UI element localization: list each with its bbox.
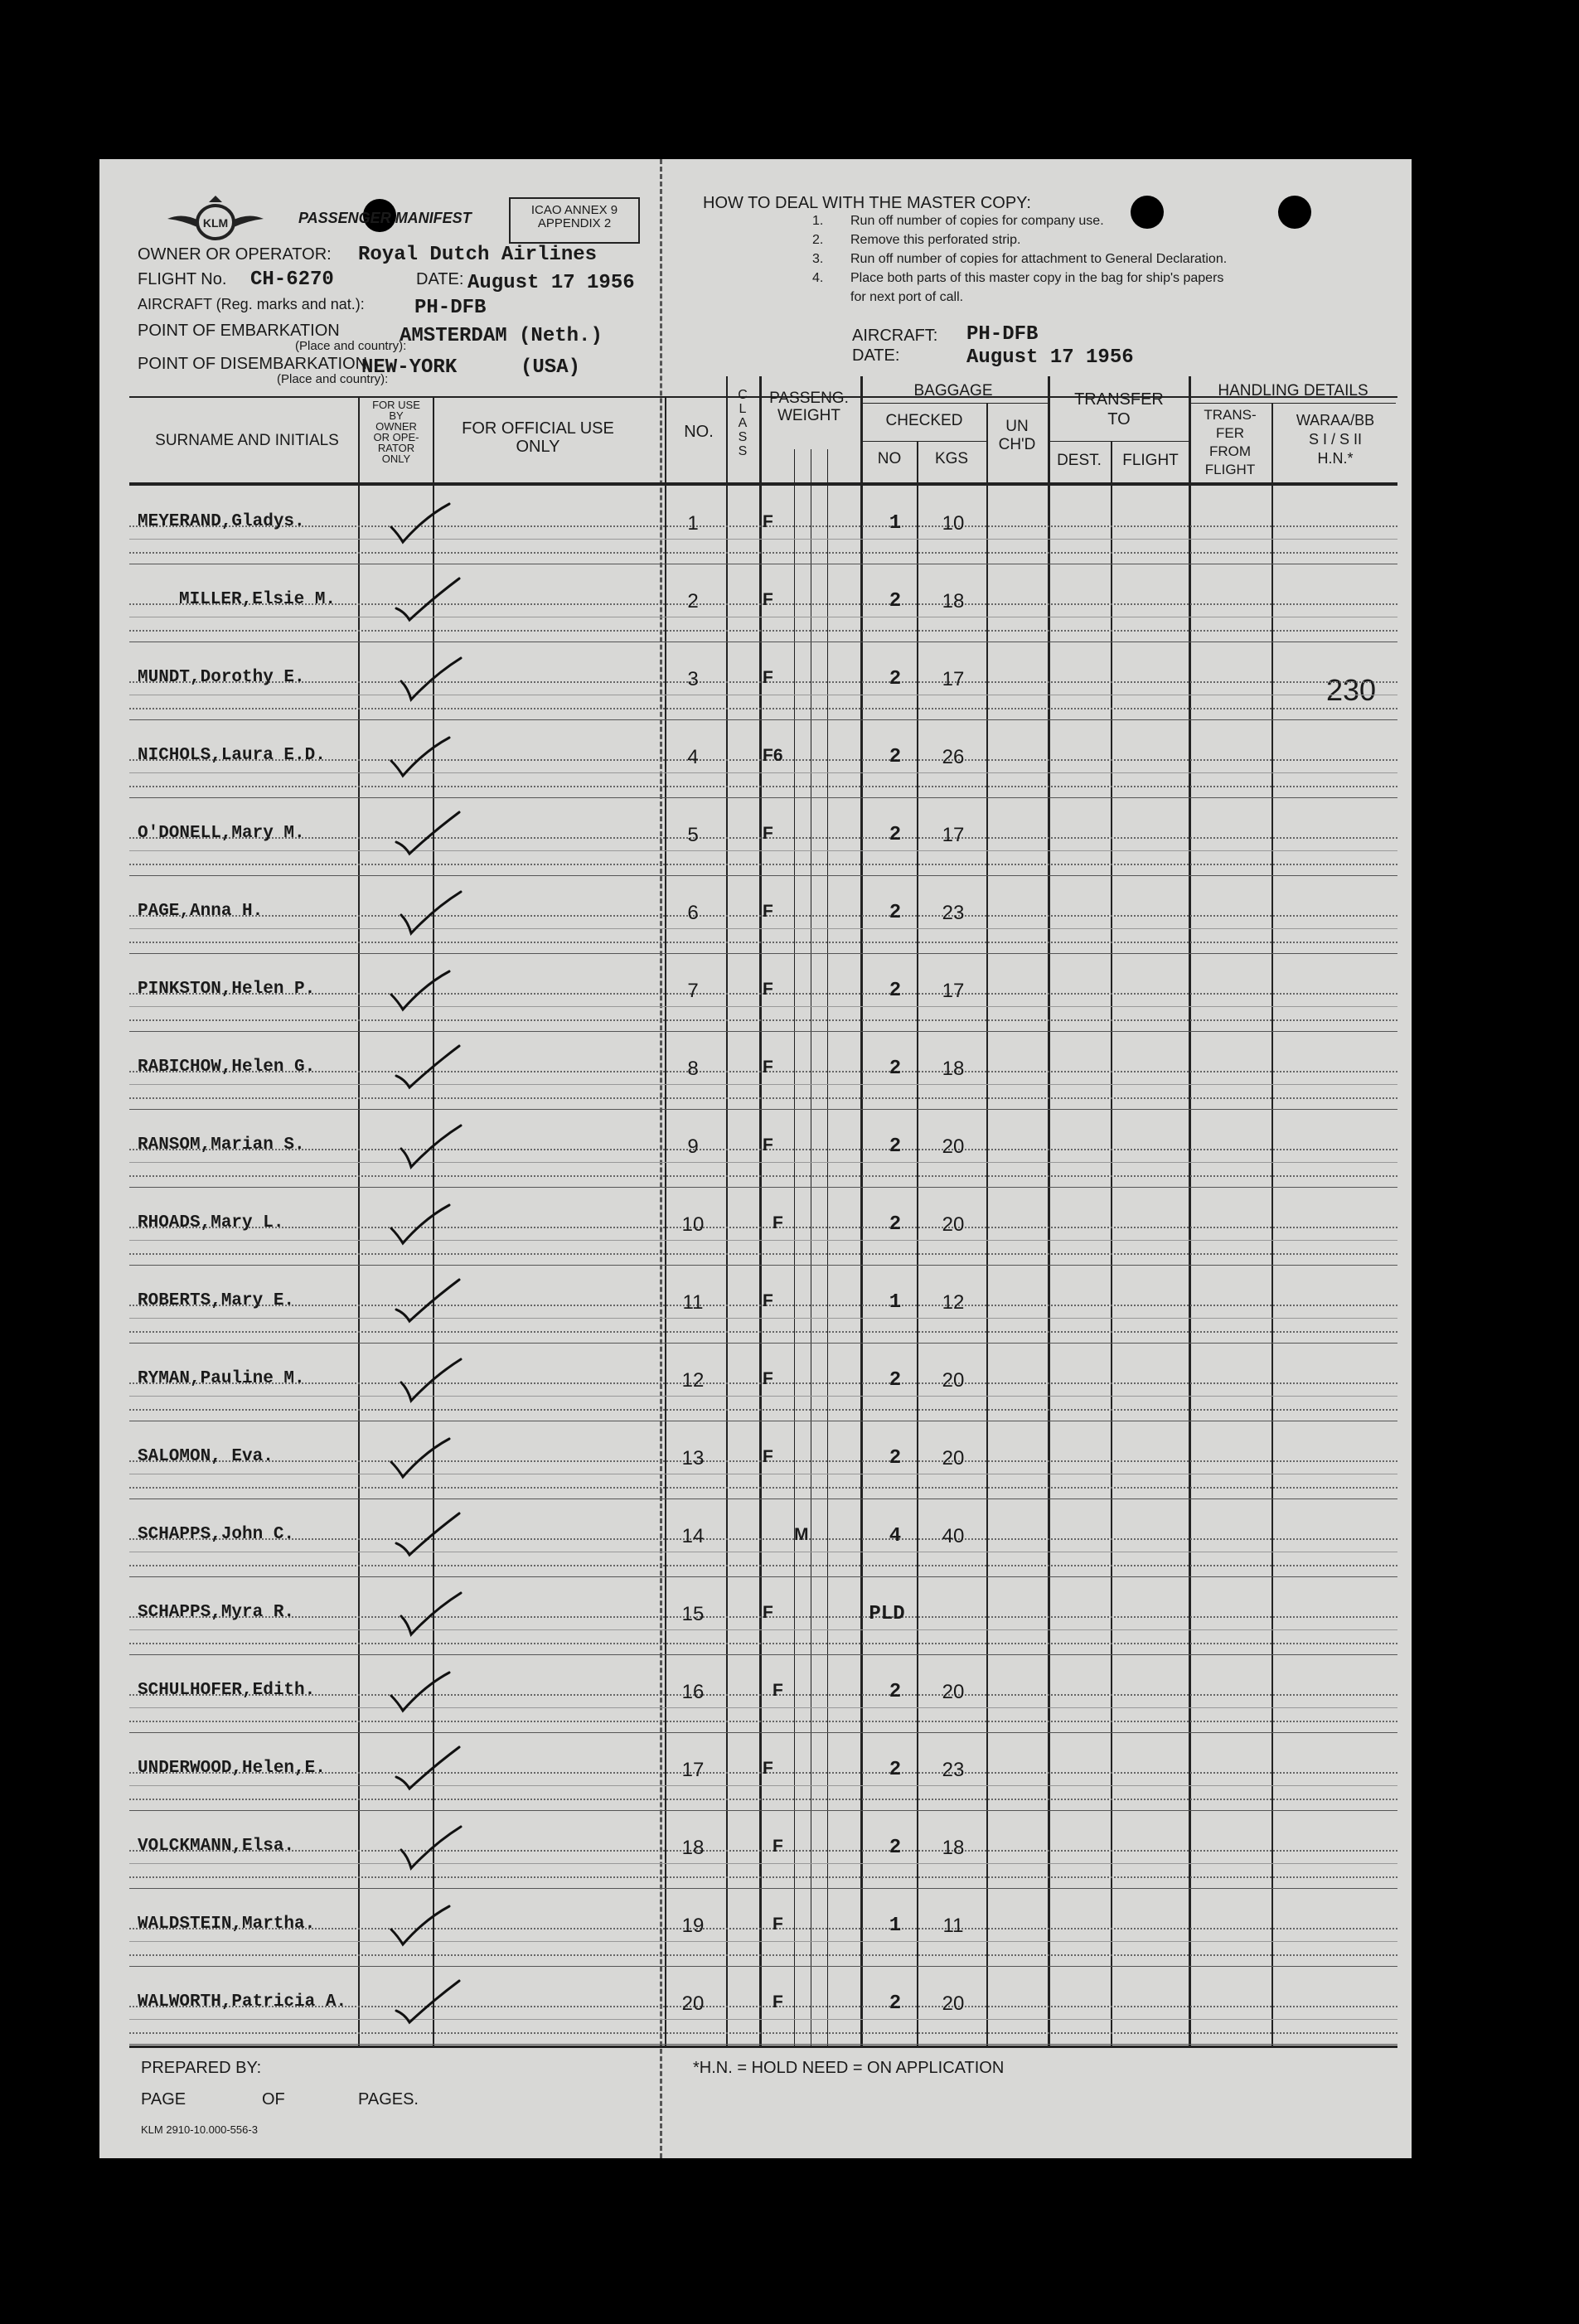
row-number: 1 (687, 512, 699, 535)
col-unchd (988, 418, 1046, 454)
row-kgs: 11 (942, 1915, 964, 1937)
table-row-name: SCHAPPS,Myra R. (138, 1603, 295, 1622)
row-guide (129, 1097, 1397, 1099)
instruction-item (812, 214, 1409, 233)
row-number: 18 (681, 1837, 705, 1859)
row-guide (129, 928, 1397, 929)
row-rule (129, 1888, 1397, 1889)
embark-place-hint: (Place and country): (295, 339, 407, 353)
row-number: 13 (681, 1447, 705, 1469)
row-guide (129, 1396, 1397, 1397)
check-mark-icon (391, 1200, 466, 1250)
col-bag-no: NO (877, 450, 902, 467)
row-class: F (763, 668, 773, 687)
table-row-name: O'DONELL,Mary M. (138, 824, 305, 843)
row-bags: 1 (889, 512, 902, 535)
row-kgs: 20 (942, 1135, 965, 1158)
unchd-line: UN (1005, 418, 1029, 435)
col-transfer-from (1190, 406, 1270, 479)
col-transfer (1049, 390, 1189, 429)
row-number: 17 (681, 1759, 705, 1781)
row-bags: PLD (869, 1603, 905, 1625)
row-number: 5 (687, 824, 699, 846)
klm-logo-icon (166, 196, 265, 245)
row-bags: 2 (889, 1369, 902, 1392)
of-label: OF (262, 2090, 285, 2109)
row-class: F (763, 980, 773, 999)
row-bags: 2 (889, 1135, 902, 1158)
row-guide (129, 1253, 1397, 1255)
table-row-name: RANSOM,Marian S. (138, 1135, 305, 1155)
row-guide (129, 942, 1397, 943)
row-number: 3 (687, 668, 699, 690)
row-guide (129, 1084, 1397, 1085)
col-class (728, 388, 758, 458)
row-guide (129, 1538, 1397, 1540)
embark-value: AMSTERDAM (Neth.) (400, 325, 603, 347)
row-kgs: 10 (942, 512, 965, 535)
table-row-name: VOLCKMANN,Elsa. (138, 1837, 295, 1856)
row-guide (129, 772, 1397, 773)
row-class: F (773, 1915, 783, 1934)
row-guide (129, 1707, 1397, 1708)
col-rule (827, 449, 828, 2046)
rule (1049, 441, 1189, 442)
row-bags: 2 (889, 1213, 902, 1236)
row-guide (129, 1850, 1397, 1852)
instruction-text: Run off number of copies for company use. (850, 214, 1104, 228)
row-kgs: 20 (942, 1992, 965, 2015)
page-label: PAGE (141, 2090, 186, 2109)
row-class: F (763, 1135, 773, 1155)
row-kgs: 40 (942, 1525, 965, 1547)
row-class: F (763, 1759, 773, 1778)
row-class: F (763, 824, 773, 843)
row-number: 16 (681, 1681, 705, 1703)
col-rule (860, 376, 863, 2046)
row-kgs: 20 (942, 1369, 965, 1392)
instr-aircraft-label: AIRCRAFT: (852, 327, 938, 345)
official-use-line: FOR OFFICIAL USE (462, 419, 614, 438)
row-guide (129, 2019, 1397, 2020)
row-bags: 2 (889, 668, 902, 690)
manifest-sheet (99, 159, 1412, 2158)
row-number: 4 (687, 746, 699, 768)
rule (862, 403, 1048, 404)
class-letter: S (738, 444, 748, 458)
unchd-line: CH'D (998, 436, 1036, 453)
annex-box (509, 197, 640, 244)
check-mark-icon (401, 888, 476, 938)
check-mark-icon (401, 1356, 476, 1406)
row-guide (129, 1240, 1397, 1241)
instruction-item (812, 271, 1409, 290)
svg-text:KLM: KLM (202, 216, 229, 230)
col-baggage: BAGGAGE (913, 382, 993, 399)
row-guide (129, 1318, 1397, 1319)
check-mark-icon (391, 1668, 466, 1717)
table-row-name: SCHAPPS,John C. (138, 1525, 295, 1544)
row-guide (129, 1928, 1397, 1929)
row-class: F (773, 1213, 783, 1232)
row-number: 6 (687, 902, 699, 924)
rule (862, 441, 986, 442)
row-bags: 2 (889, 1681, 902, 1703)
waraa-line: WARAA/BB (1296, 412, 1375, 428)
row-number: 10 (681, 1213, 705, 1236)
col-rule (1048, 376, 1050, 2046)
instructions-title: HOW TO DEAL WITH THE MASTER COPY: (703, 194, 1031, 212)
row-number: 14 (681, 1525, 705, 1547)
table-row-name: PINKSTON,Helen P. (138, 980, 316, 999)
row-class: F (763, 1603, 773, 1622)
row-guide (129, 1227, 1397, 1228)
handwritten-230: 230 (1326, 673, 1377, 707)
row-guide (129, 786, 1397, 787)
row-number: 7 (687, 980, 699, 1002)
row-bags: 2 (889, 1837, 902, 1859)
table-row-name: ROBERTS,Mary E. (138, 1291, 295, 1310)
row-kgs: 20 (942, 1213, 965, 1236)
class-letter: C (738, 388, 748, 402)
pass-weight-line: WEIGHT (777, 407, 840, 424)
instruction-num: 2. (812, 233, 824, 247)
table-row-name: RHOADS,Mary L. (138, 1213, 284, 1232)
instr-aircraft-value: PH-DFB (966, 323, 1039, 346)
table-row-name: MUNDT,Dorothy E. (138, 668, 305, 687)
check-mark-icon (396, 1745, 471, 1795)
row-number: 20 (681, 1992, 705, 2015)
row-rule (129, 1031, 1397, 1032)
transfer-line: TRANSFER (1074, 390, 1164, 409)
rule (1190, 403, 1396, 404)
row-guide (129, 1799, 1397, 1800)
table-row-name: MILLER,Elsie M. (179, 590, 337, 609)
waraa-line: H.N.* (1317, 450, 1354, 467)
owner-use-line: OR OPE- (373, 431, 419, 443)
waraa-line: S I / S II (1308, 431, 1363, 448)
header-bottom-rule (129, 482, 1397, 486)
table-row-name: WALWORTH,Patricia A. (138, 1992, 347, 2012)
owner-value: Royal Dutch Airlines (358, 244, 598, 266)
row-bags: 2 (889, 590, 902, 612)
row-guide (129, 1409, 1397, 1411)
row-kgs: 18 (942, 1058, 965, 1080)
check-mark-icon (401, 1590, 476, 1639)
annex-line1: ICAO ANNEX 9 (530, 203, 618, 217)
row-rule (129, 1187, 1397, 1188)
row-bags: 1 (889, 1291, 902, 1314)
row-class: F (763, 1447, 773, 1466)
row-number: 12 (681, 1369, 705, 1392)
check-mark-icon (391, 499, 466, 549)
embark-label: POINT OF EMBARKATION (138, 322, 340, 340)
row-guide (129, 1785, 1397, 1786)
row-guide (129, 1175, 1397, 1177)
row-guide (129, 864, 1397, 865)
annex-line2: APPENDIX 2 (537, 216, 612, 230)
transfer-from-line: FLIGHT (1204, 462, 1256, 477)
date-label: DATE: (416, 270, 464, 288)
row-bags: 1 (889, 1915, 902, 1937)
row-class: F (773, 1992, 783, 2012)
check-mark-icon (396, 577, 471, 627)
row-guide (129, 1694, 1397, 1696)
row-bags: 2 (889, 902, 902, 924)
row-guide (129, 1643, 1397, 1644)
row-class: F (763, 1058, 773, 1077)
row-class: F (763, 902, 773, 921)
check-mark-icon (396, 1278, 471, 1328)
row-class: F (763, 1369, 773, 1388)
aircraft-label: AIRCRAFT (Reg. marks and nat.): (138, 296, 365, 312)
table-row-name: UNDERWOOD,Helen,E. (138, 1759, 326, 1778)
check-mark-icon (396, 1044, 471, 1094)
col-checked: CHECKED (885, 412, 963, 429)
check-mark-icon (396, 1512, 471, 1561)
row-rule (129, 1732, 1397, 1733)
row-class: F (763, 1291, 773, 1310)
row-guide (129, 1876, 1397, 1878)
row-kgs: 26 (942, 746, 965, 768)
row-kgs: 18 (942, 590, 965, 612)
col-no: NO. (684, 423, 714, 441)
table-row-name: RABICHOW,Helen G. (138, 1058, 316, 1077)
row-guide (129, 1487, 1397, 1489)
row-bags: 2 (889, 1058, 902, 1080)
row-bags: 2 (889, 1992, 902, 2015)
row-kgs: 20 (942, 1447, 965, 1469)
row-guide (129, 850, 1397, 851)
row-guide (129, 1629, 1397, 1630)
col-official-use (434, 419, 642, 456)
transfer-line: TO (1107, 410, 1131, 428)
instructions-list (812, 214, 1409, 309)
row-number: 2 (687, 590, 699, 612)
row-rule (129, 1109, 1397, 1110)
row-rule (129, 1498, 1397, 1499)
row-rule (129, 1966, 1397, 1967)
col-rule (794, 449, 795, 2046)
check-mark-icon (391, 966, 466, 1016)
instruction-item (812, 233, 1409, 252)
row-class: M (794, 1525, 809, 1544)
col-rule (1189, 376, 1191, 2046)
row-rule (129, 1810, 1397, 1811)
instruction-num: 1. (812, 214, 824, 228)
owner-use-line: ONLY (381, 453, 411, 465)
row-kgs: 23 (942, 1759, 965, 1781)
instruction-text: Place both parts of this master copy in the bag for ship's papers (850, 271, 1224, 285)
row-rule (129, 1654, 1397, 1655)
check-mark-icon (391, 1901, 466, 1951)
table-row-name: SCHULHOFER,Edith. (138, 1681, 316, 1700)
row-guide (129, 1565, 1397, 1566)
class-letter: L (739, 402, 747, 416)
row-guide (129, 552, 1397, 554)
row-class: F6 (763, 746, 783, 765)
owner-use-line: RATOR (377, 442, 415, 454)
row-bags: 2 (889, 980, 902, 1002)
row-class: F (763, 590, 773, 609)
row-kgs: 17 (942, 980, 965, 1002)
check-mark-icon (396, 811, 471, 860)
form-number: KLM 2910-10.000-556-3 (141, 2123, 258, 2136)
table-bottom-rule (129, 2046, 1397, 2048)
flight-value: CH-6270 (250, 269, 334, 291)
row-rule (129, 953, 1397, 954)
row-guide (129, 1019, 1397, 1021)
official-use-line: ONLY (516, 438, 560, 456)
row-bags: 2 (889, 824, 902, 846)
check-mark-icon (396, 1979, 471, 2029)
prepared-by-label: PREPARED BY: (141, 2059, 262, 2077)
col-handling: HANDLING DETAILS (1218, 382, 1368, 399)
row-guide (129, 1954, 1397, 1956)
instruction-item (812, 252, 1409, 271)
col-surname: SURNAME AND INITIALS (155, 432, 339, 449)
perforation-line (660, 159, 662, 2158)
row-guide (129, 2032, 1397, 2034)
col-rule (759, 376, 762, 2046)
instr-date-value: August 17 1956 (966, 346, 1134, 369)
row-kgs: 17 (942, 668, 965, 690)
instr-date-label: DATE: (852, 346, 900, 365)
row-guide (129, 1941, 1397, 1942)
check-mark-icon (401, 1122, 476, 1172)
row-number: 8 (687, 1058, 699, 1080)
row-kgs: 12 (942, 1291, 965, 1314)
row-class: F (773, 1681, 783, 1700)
check-mark-icon (391, 733, 466, 782)
instruction-num: 3. (812, 252, 824, 266)
row-guide (129, 630, 1397, 632)
table-row-name: MEYERAND,Gladys. (138, 512, 305, 531)
disembark-country: (USA) (521, 356, 581, 379)
form-title: PASSENGER MANIFEST (298, 210, 472, 226)
row-bags: 2 (889, 1759, 902, 1781)
disembark-label: POINT OF DISEMBARKATION (138, 355, 368, 373)
col-dest: DEST. (1057, 452, 1102, 469)
row-kgs: 18 (942, 1837, 965, 1859)
transfer-from-line: TRANS- (1204, 407, 1257, 423)
row-guide (129, 1863, 1397, 1864)
row-class: F (763, 512, 773, 531)
instruction-text: for next port of call. (850, 290, 964, 304)
row-guide (129, 1162, 1397, 1163)
table-row-name: SALOMON, Eva. (138, 1447, 274, 1466)
owner-label: OWNER OR OPERATOR: (138, 245, 332, 264)
row-number: 19 (681, 1915, 705, 1937)
class-letter: S (738, 430, 748, 444)
row-kgs: 20 (942, 1681, 965, 1703)
table-row-name: WALDSTEIN,Martha. (138, 1915, 316, 1934)
flight-label: FLIGHT No. (138, 270, 227, 288)
pages-label: PAGES. (358, 2090, 419, 2109)
row-guide (129, 708, 1397, 709)
row-number: 15 (681, 1603, 705, 1625)
class-letter: A (738, 416, 748, 430)
col-rule (726, 376, 728, 2046)
row-number: 11 (682, 1291, 704, 1314)
check-mark-icon (401, 655, 476, 704)
row-rule (129, 875, 1397, 876)
row-rule (129, 1265, 1397, 1266)
instruction-text: Remove this perforated strip. (850, 233, 1021, 247)
row-bags: 2 (889, 1447, 902, 1469)
row-guide (129, 1006, 1397, 1007)
date-value: August 17 1956 (467, 272, 635, 294)
check-mark-icon (401, 1823, 476, 1873)
aircraft-value: PH-DFB (414, 297, 487, 319)
disembark-value: NEW-YORK (361, 356, 458, 379)
instruction-item (812, 290, 1409, 309)
transfer-from-line: FROM (1208, 443, 1252, 459)
footer-note: *H.N. = HOLD NEED = ON APPLICATION (693, 2059, 1005, 2077)
row-rule (129, 1343, 1397, 1344)
table-row-name: NICHOLS,Laura E.D. (138, 746, 326, 765)
check-mark-icon (391, 1434, 466, 1484)
col-owner-use (363, 399, 429, 464)
owner-use-line: OWNER (375, 420, 417, 433)
owner-use-line: FOR USE (372, 399, 420, 411)
col-waraa (1273, 411, 1397, 468)
col-flight: FLIGHT (1122, 452, 1179, 469)
disembark-place-hint: (Place and country): (277, 372, 389, 386)
row-bags: 4 (889, 1525, 902, 1547)
row-guide (129, 1721, 1397, 1722)
row-guide (129, 539, 1397, 540)
row-rule (129, 2044, 1397, 2045)
instruction-num: 4. (812, 271, 824, 285)
row-bags: 2 (889, 746, 902, 768)
col-kgs: KGS (934, 450, 969, 467)
table-row-name: PAGE,Anna H. (138, 902, 264, 921)
row-class: F (773, 1837, 783, 1856)
instruction-text: Run off number of copies for attachment to General Declaration. (850, 252, 1228, 266)
row-rule (129, 1576, 1397, 1577)
col-passenger-weight (759, 390, 859, 424)
row-kgs: 17 (942, 824, 965, 846)
row-guide (129, 1331, 1397, 1333)
row-number: 9 (687, 1135, 699, 1158)
table-row-name: RYMAN,Pauline M. (138, 1369, 305, 1388)
row-rule (129, 797, 1397, 798)
row-kgs: 23 (942, 902, 965, 924)
pass-weight-line: PASSENG. (769, 390, 849, 407)
row-rule (129, 719, 1397, 720)
owner-use-line: BY (389, 409, 404, 422)
transfer-from-line: FER (1216, 425, 1244, 441)
